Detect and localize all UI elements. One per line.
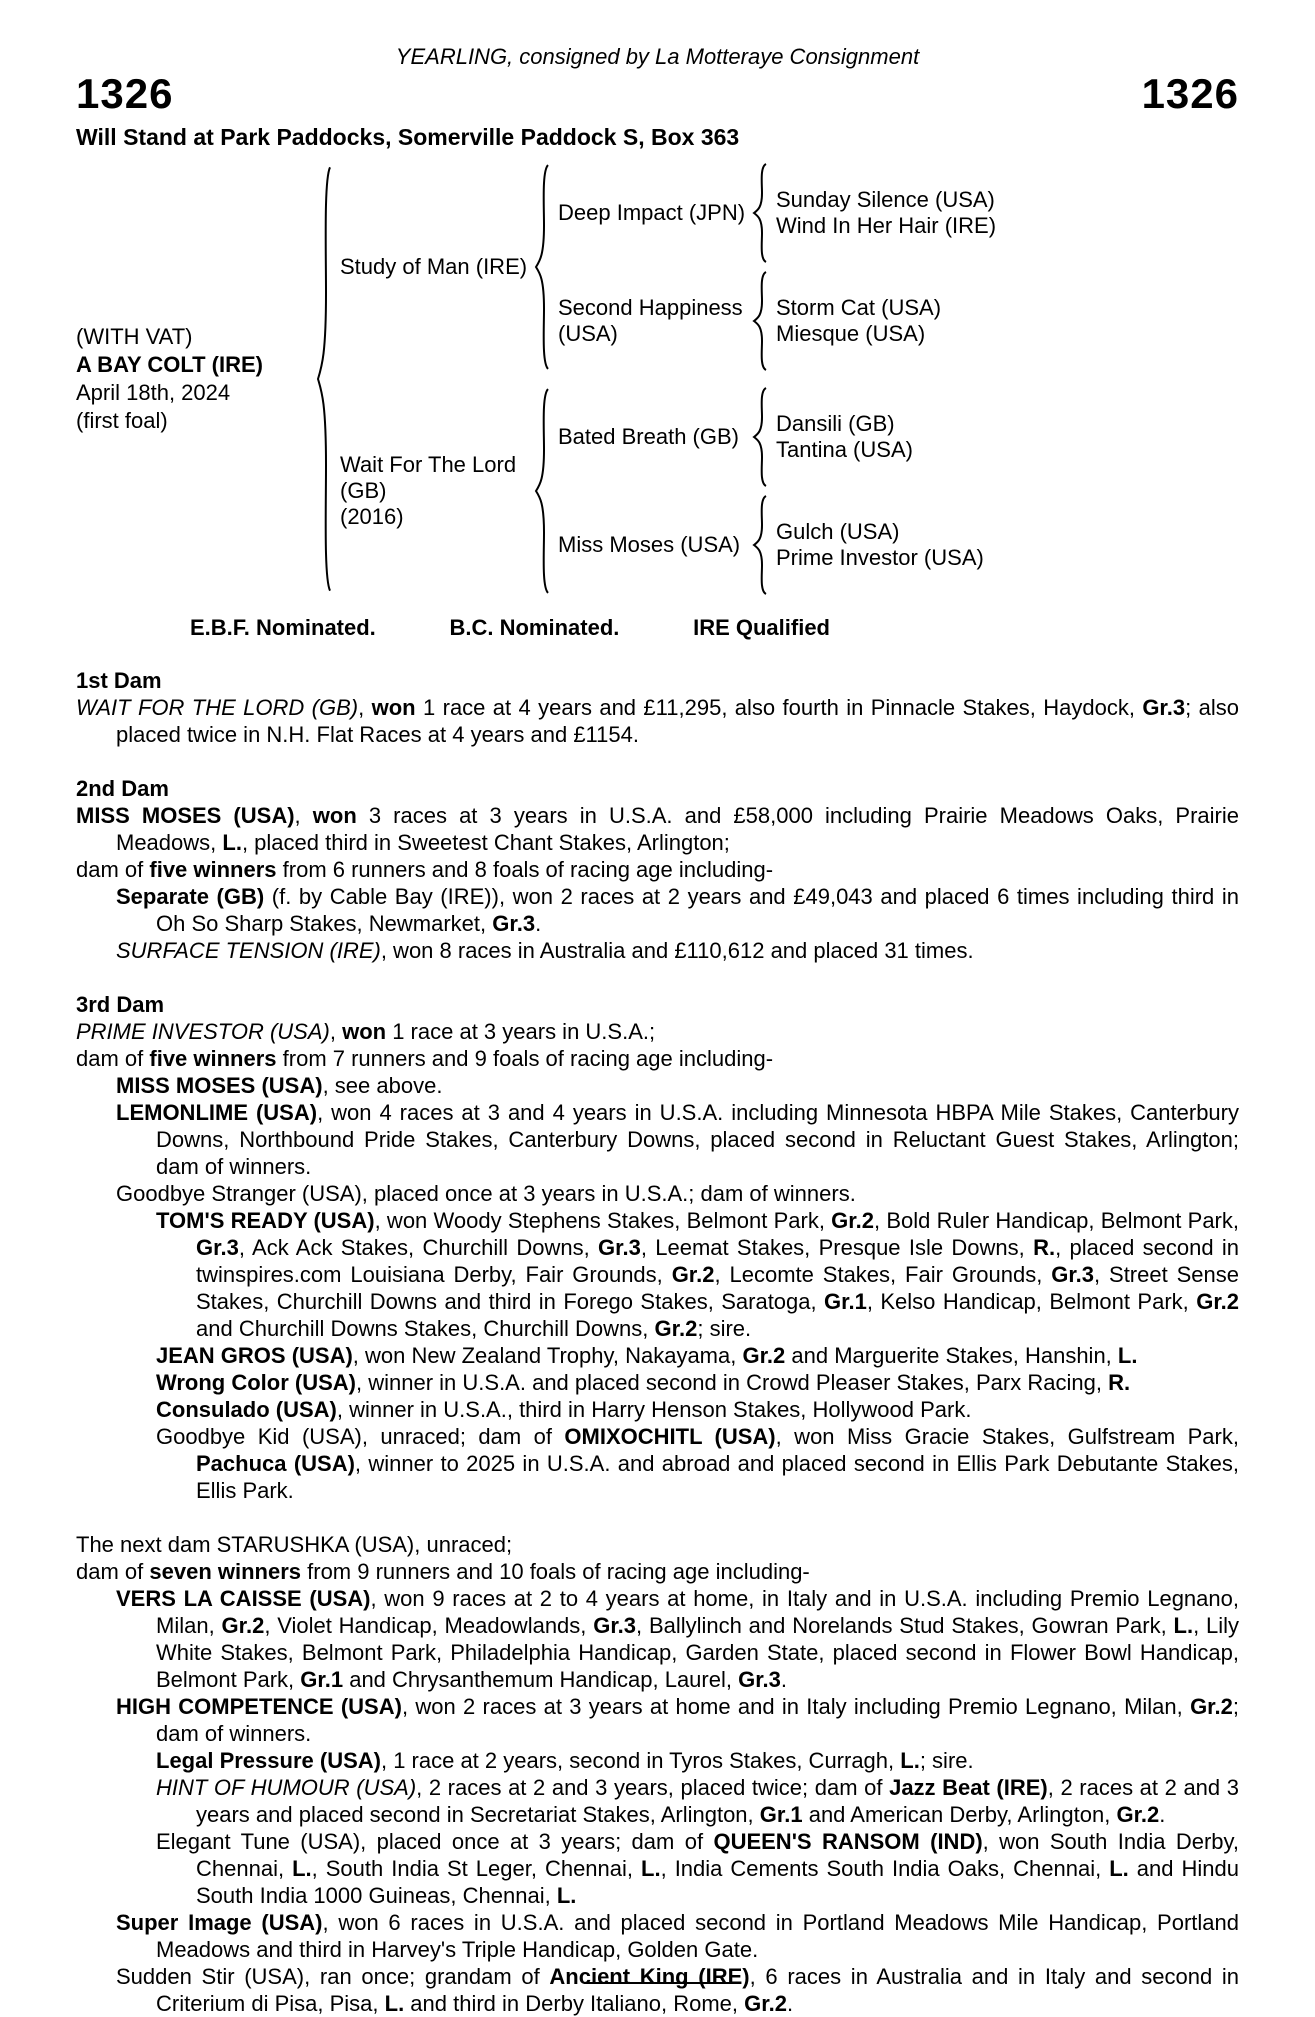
dam-section (76, 991, 1239, 1504)
pedigree-paragraph (116, 1072, 1239, 1099)
pedigree-paragraph (156, 1369, 1239, 1396)
text-run: (f. by Cable Bay (IRE)), won 2 races at 2 years and £49,043 and placed 6 times including third in Oh So Sharp Stakes, Newmarket, (156, 884, 1239, 937)
text-run: , Street Sense Stakes, Churchill Downs and third in Forego Stakes, Saratoga, (196, 1262, 1239, 1315)
text-run: Gr.2 (744, 1991, 787, 2017)
section-heading: 3rd Dam (76, 992, 165, 1018)
text-run: Gr.2 (671, 1262, 715, 1288)
great-grandsire-name: Dansili (GB) (776, 411, 895, 437)
pedigree-paragraph (116, 937, 1239, 964)
dam-section (76, 1531, 1239, 2017)
text-run: dam of (76, 1046, 150, 1072)
text-run: Gr.3 (738, 1667, 781, 1693)
text-run: , Bold Ruler Handicap, Belmont Park, (873, 1208, 1240, 1234)
sire-name: Study of Man (IRE) (340, 254, 528, 280)
text-run: JEAN GROS (USA) (156, 1343, 353, 1369)
text-run: L. (1109, 1856, 1129, 1882)
text-run: Jazz Beat (IRE) (889, 1775, 1048, 1801)
text-run: , won Miss Gracie Stakes, Gulfstream Park, (775, 1424, 1239, 1450)
sire-sire-name: Deep Impact (JPN) (558, 200, 746, 226)
text-run: Gr.2 (1190, 1694, 1233, 1720)
text-run: 1 race at 3 years in U.S.A.; (386, 1019, 656, 1045)
text-run: , 1 race at 2 years, second in Tyros Stakes, Curragh, (380, 1748, 901, 1774)
great-granddam-name: Miesque (USA) (776, 321, 926, 347)
text-run: , (358, 695, 372, 721)
text-run: . (786, 1991, 794, 2017)
text-run: Gr.2 (831, 1208, 874, 1234)
text-run: L. (1117, 1343, 1138, 1369)
text-run: . (1159, 1802, 1166, 1828)
pedigree-paragraph (116, 1909, 1239, 1963)
text-run: , India Cements South India Oaks, Chennai, (660, 1856, 1110, 1882)
text-run: , won 4 races at 3 and 4 years in U.S.A. including Minnesota HBPA Mile Stakes, Canterbury Downs, Northbound Pride Stakes, Canterbury Downs, placed second in Reluctant Guest Stakes, Arlington; dam of winners. (156, 1100, 1239, 1180)
lot-number-right: 1326 (1141, 70, 1239, 117)
colt-name: A BAY COLT (IRE) (76, 352, 264, 378)
vat-note: (WITH VAT) (76, 324, 193, 350)
colt-info (76, 323, 314, 435)
text-run: ; sire. (697, 1316, 752, 1342)
great-grandsire-name: Gulch (USA) (776, 519, 900, 545)
text-run: , winner in U.S.A., third in Harry Henson Stakes, Hollywood Park. (336, 1397, 972, 1423)
dam-sections (76, 667, 1239, 2017)
text-run: Gr.1 (824, 1289, 867, 1315)
text-run: , (294, 803, 313, 829)
text-run: Gr.2 (742, 1343, 786, 1369)
nominations-row (190, 615, 830, 641)
bc-nominated-label: B.C. Nominated. (449, 615, 620, 641)
pedigree-paragraph (116, 1585, 1240, 1693)
text-run: L. (222, 830, 242, 856)
brace-icon (750, 387, 770, 487)
text-run: , Lecomte Stakes, Fair Grounds, (714, 1262, 1052, 1288)
dam-sire-branch (552, 387, 1239, 487)
text-run: R. (1033, 1235, 1056, 1261)
text-run: Gr.3 (492, 911, 536, 937)
pedigree-paragraph (116, 1180, 1239, 1207)
text-run: Sudden Stir (USA), ran once; grandam of (116, 1964, 550, 1990)
text-run: , South India St Leger, Chennai, (311, 1856, 642, 1882)
great-grandsire-name: Storm Cat (USA) (776, 295, 942, 321)
text-run: ; also placed twice in N.H. Flat Races at 4 years and £1154. (116, 695, 1239, 748)
text-run: L. (1173, 1613, 1194, 1639)
text-run: won (342, 1019, 387, 1045)
brace-icon (314, 163, 334, 595)
text-run: , won 8 races in Australia and £110,612 and placed 31 times. (380, 938, 974, 964)
text-run: QUEEN'S RANSOM (IND) (713, 1829, 983, 1855)
text-run: The next dam STARUSHKA (USA), unraced; (76, 1532, 513, 1558)
text-run: and Marguerite Stakes, Hanshin, (785, 1343, 1118, 1369)
text-run: , won South India Derby, Chennai, (196, 1829, 1239, 1882)
dam-name-text: Wait For The Lord (GB) (340, 452, 517, 504)
dam-dam-branch (552, 495, 1239, 595)
dam-section (76, 667, 1239, 748)
ire-qualified-label: IRE Qualified (693, 615, 830, 641)
text-run: , won 6 races in U.S.A. and placed second in Portland Meadows Mile Handicap, Portland Meadows and third in Harvey's Triple Handicap, Golden Gate. (156, 1910, 1239, 1963)
dam-sire-name: Bated Breath (GB) (558, 424, 739, 450)
dam-name (334, 452, 532, 530)
text-run: dam of (76, 1559, 150, 1585)
text-run: from 7 runners and 9 foals of racing age including- (276, 1046, 774, 1072)
pedigree-table (76, 163, 1239, 595)
text-run: Pachuca (USA) (196, 1451, 355, 1477)
consignment-line: YEARLING, consigned by La Motteraye Consignment (395, 44, 920, 69)
text-run: , Ack Ack Stakes, Churchill Downs, (238, 1235, 598, 1261)
text-run: ; sire. (919, 1748, 974, 1774)
text-run: Super Image (USA) (116, 1910, 323, 1936)
text-run: and Hindu South India 1000 Guineas, Chennai, (196, 1856, 1239, 1909)
text-run: and Churchill Downs Stakes, Churchill Downs, (196, 1316, 655, 1342)
brace-icon (532, 387, 552, 595)
text-run: TOM'S READY (USA) (156, 1208, 375, 1234)
pedigree-paragraph (156, 1774, 1239, 1828)
pedigree-paragraph (156, 1423, 1239, 1504)
colt-foal-note: (first foal) (76, 408, 168, 434)
great-granddam-name: Wind In Her Hair (IRE) (776, 213, 997, 239)
text-run: Gr.3 (598, 1235, 641, 1261)
text-run: Goodbye Kid (USA), unraced; dam of (156, 1424, 565, 1450)
sire-branch (334, 163, 1239, 371)
pedigree-paragraph (116, 1693, 1239, 1747)
text-run: HINT OF HUMOUR (USA) (156, 1775, 417, 1801)
pedigree-paragraph (116, 1963, 1239, 2017)
text-run: Elegant Tune (USA), placed once at 3 years; dam of (156, 1829, 714, 1855)
great-granddam-name: Prime Investor (USA) (776, 545, 984, 571)
text-run: seven winners (149, 1559, 302, 1585)
pedigree-paragraph (156, 1828, 1239, 1909)
text-run: VERS LA CAISSE (USA) (116, 1586, 371, 1612)
text-run: , (329, 1019, 343, 1045)
text-run: L. (556, 1883, 577, 1909)
text-run: Gr.2 (1116, 1802, 1160, 1828)
pedigree-paragraph (116, 1099, 1239, 1180)
text-run: , 2 races at 2 and 3 years, placed twice; dam of (416, 1775, 890, 1801)
text-run: . (780, 1667, 788, 1693)
text-run: WAIT FOR THE LORD (GB) (76, 695, 359, 721)
lot-number-left: 1326 (76, 70, 174, 117)
pedigree-paragraph (76, 1558, 1239, 1585)
text-run: from 6 runners and 8 foals of racing age including- (276, 857, 774, 883)
text-run: , 6 races in Australia and in Italy and second in Criterium di Pisa, Pisa, (156, 1964, 1239, 2017)
text-run: . (535, 911, 542, 937)
pedigree-paragraph (76, 1018, 1239, 1045)
text-run: SURFACE TENSION (IRE) (116, 938, 381, 964)
text-run: Gr.3 (593, 1613, 637, 1639)
text-run: , won Woody Stephens Stakes, Belmont Park, (374, 1208, 832, 1234)
stand-line: Will Stand at Park Paddocks, Somerville Paddock S, Box 363 (76, 124, 740, 151)
dam-year: (2016) (340, 504, 404, 530)
text-run: , Violet Handicap, Meadowlands, (264, 1613, 594, 1639)
text-run: and American Derby, Arlington, (802, 1802, 1117, 1828)
text-run: and Chrysanthemum Handicap, Laurel, (343, 1667, 739, 1693)
pedigree-paragraph (156, 1207, 1240, 1342)
sire-dam-branch (552, 271, 1239, 371)
pedigree-paragraph (156, 1747, 1239, 1774)
text-run: Wrong Color (USA) (156, 1370, 357, 1396)
text-run: LEMONLIME (USA) (116, 1100, 318, 1126)
sire-dam-name: Second Happiness (USA) (558, 295, 743, 347)
section-heading: 1st Dam (76, 668, 162, 694)
text-run: ; dam of winners. (156, 1694, 1239, 1747)
text-run: R. (1108, 1370, 1131, 1396)
text-run: Gr.1 (300, 1667, 344, 1693)
text-run: Gr.3 (196, 1235, 239, 1261)
pedigree-paragraph (76, 1045, 1239, 1072)
text-run: L. (900, 1748, 920, 1774)
text-run: Gr.3 (1142, 695, 1186, 721)
brace-icon (750, 163, 770, 263)
pedigree-paragraph (76, 1531, 1239, 1558)
text-run: Separate (GB) (116, 884, 265, 910)
brace-icon (750, 271, 770, 371)
brace-icon (750, 495, 770, 595)
text-run: MISS MOSES (USA) (76, 803, 295, 829)
text-run: , won New Zealand Trophy, Nakayama, (352, 1343, 743, 1369)
text-run: Gr.1 (759, 1802, 803, 1828)
pedigree-paragraph (76, 694, 1239, 748)
text-run: Gr.2 (221, 1613, 265, 1639)
text-run: , placed third in Sweetest Chant Stakes, Arlington; (241, 830, 730, 856)
text-run: five winners (149, 857, 277, 883)
dam-dam-name: Miss Moses (USA) (558, 532, 741, 558)
pedigree-paragraph (156, 1342, 1239, 1369)
text-run: Ancient King (IRE) (549, 1964, 750, 1990)
text-run: Gr.3 (1051, 1262, 1095, 1288)
text-run: five winners (149, 1046, 277, 1072)
pedigree-paragraph (76, 856, 1239, 883)
text-run: , Kelso Handicap, Belmont Park, (866, 1289, 1197, 1315)
text-run: L. (384, 1991, 405, 2017)
text-run: 1 race at 4 years and £11,295, also fourth in Pinnacle Stakes, Haydock, (415, 695, 1143, 721)
pedigree-paragraph (76, 802, 1240, 856)
colt-foaling-date: April 18th, 2024 (76, 380, 231, 406)
pedigree-tree (314, 163, 1239, 595)
text-run: , winner in U.S.A. and placed second in Crowd Pleaser Stakes, Parx Racing, (356, 1370, 1109, 1396)
text-run: OMIXOCHITL (USA) (564, 1424, 776, 1450)
great-grandsire-name: Sunday Silence (USA) (776, 187, 995, 213)
text-run: PRIME INVESTOR (USA) (76, 1019, 330, 1045)
text-run: , 2 races at 2 and 3 years and placed second in Secretariat Stakes, Arlington, (196, 1775, 1239, 1828)
section-heading: 2nd Dam (76, 776, 169, 802)
text-run: , won 2 races at 3 years at home and in Italy including Premio Legnano, Milan, (401, 1694, 1191, 1720)
text-run: L. (641, 1856, 661, 1882)
text-run: Legal Pressure (USA) (156, 1748, 381, 1774)
text-run: Gr.2 (654, 1316, 698, 1342)
text-run: won (371, 695, 416, 721)
text-run: and third in Derby Italiano, Rome, (404, 1991, 745, 2017)
text-run: , Ballylinch and Norelands Stud Stakes, Gowran Park, (636, 1613, 1174, 1639)
text-run: Goodbye Stranger (USA), placed once at 3 years in U.S.A.; dam of winners. (116, 1181, 856, 1207)
text-run: , placed second in twinspires.com Louisiana Derby, Fair Grounds, (196, 1235, 1239, 1288)
text-run: , Leemat Stakes, Presque Isle Downs, (640, 1235, 1034, 1261)
brace-icon (532, 163, 552, 371)
text-run: HIGH COMPETENCE (USA) (116, 1694, 402, 1720)
text-run: MISS MOSES (USA) (116, 1073, 323, 1099)
text-run: dam of (76, 857, 150, 883)
text-run: Gr.2 (1196, 1289, 1240, 1315)
dam-branch (334, 387, 1239, 595)
text-run: Consulado (USA) (156, 1397, 337, 1423)
text-run: from 9 runners and 10 foals of racing age including- (301, 1559, 810, 1585)
ebf-nominated-label: E.B.F. Nominated. (190, 615, 376, 641)
text-run: , won 9 races at 2 to 4 years at home, in Italy and in U.S.A. including Premio Legnano, Milan, (156, 1586, 1239, 1639)
text-run: , see above. (322, 1073, 443, 1099)
sire-sire-branch (552, 163, 1239, 263)
lot-number-row (76, 72, 1239, 116)
text-run: L. (292, 1856, 312, 1882)
dam-section (76, 775, 1239, 964)
text-run: , winner to 2025 in U.S.A. and abroad and placed second in Ellis Park Debutante Stakes, Ellis Park. (196, 1451, 1239, 1504)
pedigree-paragraph (116, 883, 1239, 937)
text-run: won (312, 803, 357, 829)
text-run: , Lily White Stakes, Belmont Park, Philadelphia Handicap, Garden State, placed second in Flower Bowl Handicap, Belmont Park, (156, 1613, 1240, 1693)
pedigree-paragraph (156, 1396, 1239, 1423)
text-run: 3 races at 3 years in U.S.A. and £58,000 including Prairie Meadows Oaks, Prairie Meadows, (116, 803, 1240, 856)
great-granddam-name: Tantina (USA) (776, 437, 913, 463)
footer-rule (584, 1982, 732, 1984)
